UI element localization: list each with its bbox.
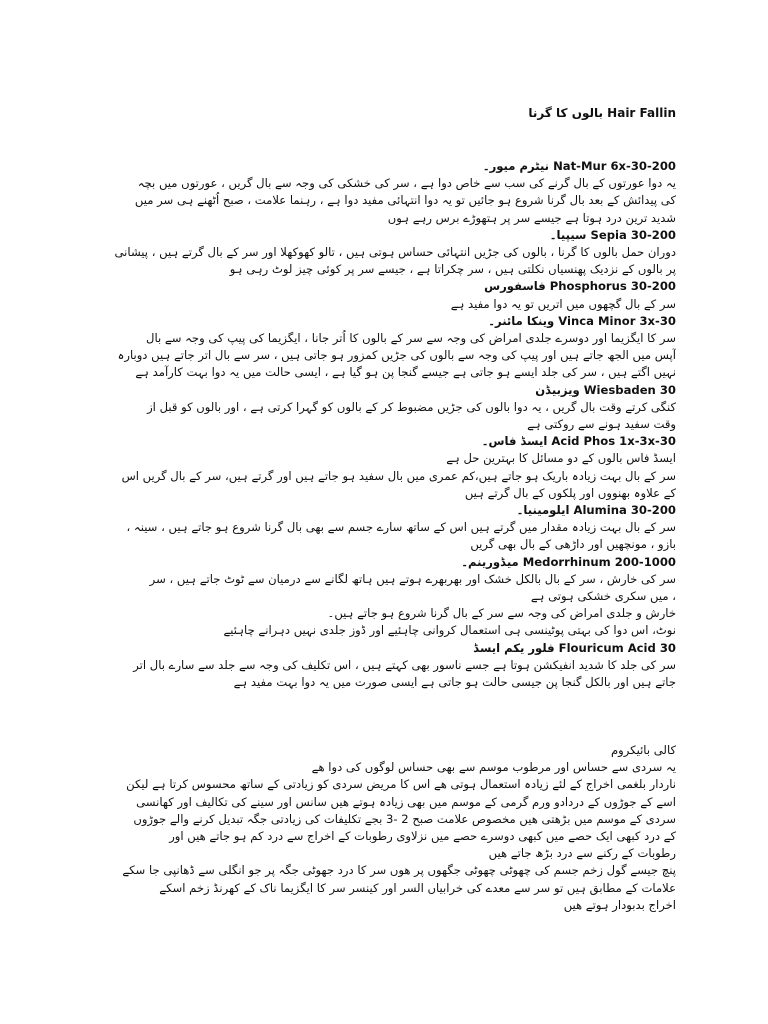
remedy-text-line: خارش و جلدی امراض کی وجہ سے سر کے بال گرنا شروع ہو جاتے ہیں۔ [327, 606, 676, 621]
remedy-heading: Phosphorus 30-200 فاسفورس [484, 279, 676, 294]
remedy-text-line: آپس میں الجھ جاتے ہیں اور پیپ کی وجہ سے بالوں کی جڑیں کمزور ہو جاتی ہیں ، سر سے بال اتر جاتے ہیں دوبارہ [117, 348, 676, 363]
document-title: Hair Fallin بالوں کا گرنا [528, 106, 676, 120]
remedy-heading: Nat-Mur 6x-30-200 نیٹرم میور۔ [482, 159, 676, 173]
section-text-line: اسے کے جوڑوں کے دردادو ورم گرمی کے موسم میں بھی زیادہ ہوتے ھیں سانس اور سینے کی تکالیف اور کھانسی [136, 794, 676, 809]
remedy-heading: Alumina 30-200 ایلومینیا۔ [516, 503, 676, 517]
remedy-heading: Medorrhinum 200-1000 میڈورینم۔ [461, 554, 676, 569]
remedy-text-line: دوران حمل بالوں کا گرنا ، بالوں کی جڑیں انتہائی حساس ہوتی ہیں ، تالو کھوکھلا اور سر کے بال گرتے ہیں ، پیشانی [114, 245, 676, 259]
remedy-text-line: سر کے بال بہت زیادہ باریک ہو جاتے ہیں،کم عمری میں بال سفید ہو جاتے ہیں اور گرتے ہیں، سر کے بال گریں اس [121, 468, 676, 483]
remedy-heading: Vinca Minor 3x-30 وینکا مائنر۔ [488, 313, 676, 328]
remedy-text-line: نہیں اگتے ہیں ، سر کی جلد ایسے ہو جاتی ہے جیسے گنجا پن ہو گیا ہے ، ایسی حالت میں یہ دوا بہت کارآمد ہے [135, 365, 676, 380]
remedy-text-line: شدید ترین درد ہوتا ہے جیسے سر پر ہتھوڑے برس رہے ہوں [387, 210, 676, 225]
remedy-text-line: بازو ، مونچھیں اور داڑھی کے بال بھی گریں [470, 537, 676, 552]
section-text-line: ناردار بلغمی اخراج کے لئے زیادہ استعمال ہوتی ھے اس کا مریض سردی کو زیادتی کے ساتھ محسوس کرتا ہے لیکن [126, 777, 676, 792]
remedy-text-line: کے علاوہ بھنووں اور پلکوں کے بال گرتے ہیں [464, 485, 676, 500]
remedy-text-line: سر کے بال گچھوں میں اتریں تو یہ دوا مفید ہے [450, 296, 676, 311]
remedy-text-line: سر کا ایگزیما اور دوسرے جلدی امراض کی وجہ سے سر کے بالوں کا اُتر جانا ، ایگزیما کی پیپ کی وجہ سے بال [146, 331, 676, 345]
section-text-line: سردی کے موسم میں بڑھتی ھیں مخصوص علامت صبح 2 -3 بجے تکلیفات کی زیادتی جگہ تبدیل کرنے والے جوڑوں [133, 811, 676, 826]
remedy-text-line: سر کے بال بہت زیادہ مقدار میں گرتے ہیں اس کے ساتھ سارے جسم سے بھی بال گرنا شروع ہو جاتے ہیں ، سینہ ، [126, 520, 676, 535]
remedy-text-line: وقت سفید ہونے سے روکتی ہے [527, 417, 676, 431]
remedy-heading: Acid Phos 1x-3x-30 ایسڈ فاس۔ [481, 434, 676, 449]
section-heading: کالی بائیکروم [611, 743, 676, 757]
section-text-line: رطوبات کے رکنے سے درد بڑھ جاتے ھیں [488, 846, 676, 861]
remedy-heading: Wiesbaden 30 ویزبیڈن [535, 382, 676, 397]
remedy-text-line: سر کی جلد کا شدید انفیکشن ہوتا ہے جسے ناسور بھی کہتے ہیں ، اس تکلیف کی وجہ سے جلد سے سارے بال اتر [133, 657, 676, 672]
remedy-text-line: یہ دوا عورتوں کے بال گرنے کی سب سے خاص دوا ہے ، سر کی خشکی کی وجہ سے بال گریں ، عورتوں میں بچہ [137, 176, 676, 191]
remedy-text-line: ، میں سکری خشکی ہوتی ہے [530, 589, 676, 603]
remedy-heading: Flouricum Acid 30 فلور یکم ایسڈ [473, 640, 676, 655]
remedy-text-line: ایسڈ فاس بالوں کے دو مسائل کا بہترین حل ہے [446, 451, 676, 466]
section-text-line: یہ سردی سے حساس اور مرطوب موسم سے بھی حساس لوگوں کی دوا ھے [311, 760, 676, 775]
section-text-line: اخراج بدبودار ہوتے ھیں [563, 897, 676, 912]
remedy-text-line: نوٹ، اس دوا کی بہتی پوٹینسی ہی استعمال کروانی چاہئیے اور ڈوز جلدی نہیں دہرانے چاہئیے [223, 623, 676, 638]
remedy-heading: Sepia 30-200 سیپیا۔ [549, 227, 676, 242]
section-text-line: علامات کے مطابق ہیں تو سر سے معدے کی خرابیاں السر اور کینسر سر کا ایگزیما ناک کے کھرنڈ زخم اسکے [159, 880, 676, 895]
section-text-line: پنچ جیسے گول زخم جسم کی چھوٹی چھوٹی جگھوں پر ھوں سر کا درد جھوٹی جگہ پر جو انگلی سے ڈھانپی جا سکے [122, 863, 676, 878]
remedy-text-line: کنگی کرتے وقت بال گریں ، یہ دوا بالوں کی جڑیں مضبوط کر کے بالوں کو گہرا کرتی ہے ، اور بالوں کو قبل از [147, 399, 676, 414]
remedy-text-line: پر بالوں کے نزدیک پھنسیاں نکلتی ہیں ، سر چکراتا ہے ، جیسے سر پر کوئی چیز لوٹ رہی ہو [229, 262, 676, 277]
remedy-text-line: کی پیدائش کے بعد بال گرنا شروع ہو جائیں تو یہ دوا انتہائی مفید دوا ہے ، رہنما علامت ، صبح اُٹھنے ہی سر میں [134, 193, 676, 208]
remedy-text-line: جاتے ہیں اور بالکل گنجا پن جیسی حالت ہو جاتی ہے ایسی صورت میں یہ دوا بہت مفید ہے [233, 675, 676, 689]
section-text-line: کے درد کبھی ایک حصے میں کبھی دوسرے حصے میں نزلاوی رطوبات کے اخراج سے درد کم ہو جاتے ھیں اور [169, 829, 676, 843]
remedy-text-line: سر کی خارش ، سر کے بال بالکل خشک اور بھربھرے ہوتے ہیں ہاتھ لگانے سے درمیان سے ٹوٹ جاتے ہیں ، سر [149, 571, 676, 586]
